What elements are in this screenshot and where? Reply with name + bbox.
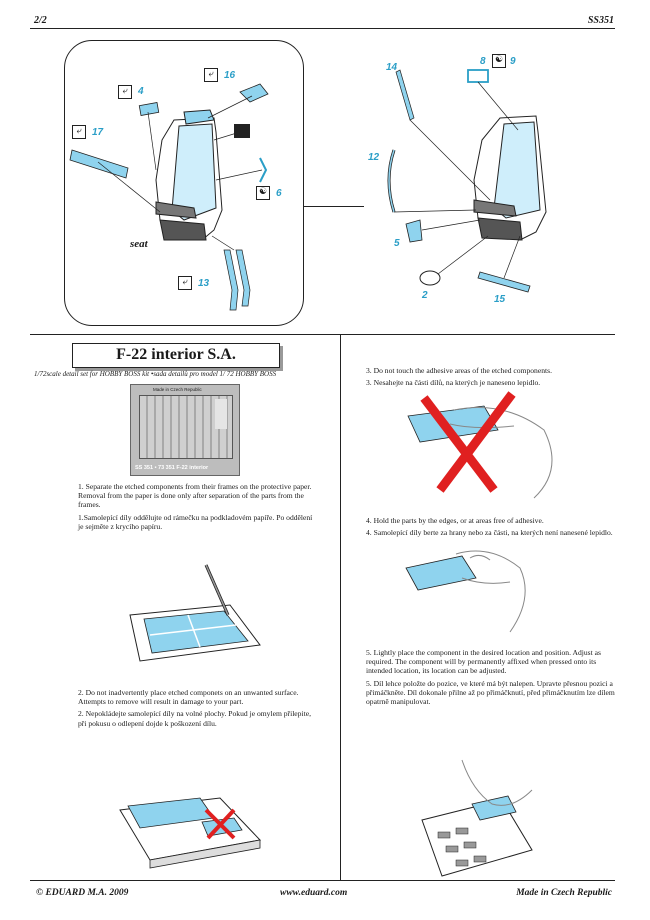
step-3-cz: 3. Nesahejte na části dílů, na kterých je naneseno lepidlo. bbox=[366, 378, 541, 388]
seat-label: seat bbox=[130, 238, 148, 250]
step-2-cz: 2. Nepokládejte samolepící díly na volné plochy. Pokud je omylem přilepite, při pokusu o odlepení dojde k poškození dílu. bbox=[78, 709, 311, 728]
part-number: 12 bbox=[368, 152, 380, 163]
connector-line bbox=[304, 206, 364, 207]
seat-diagram-right bbox=[370, 40, 620, 320]
step-5-en: 5. Lightly place the component in the desired location and position. Adjust as required. The component will by permanently affixed when pressed onto its intended location, its location can be adjusted. bbox=[366, 648, 601, 676]
set-code: SS351 bbox=[587, 15, 614, 26]
fret-top-text: Made in Czech Republic bbox=[153, 387, 202, 392]
part-number: 15 bbox=[494, 294, 506, 305]
step-2 bbox=[78, 688, 318, 731]
set-subtitle: 1/72scale detail set for HOBBY BOSS kit •sada detailů pro model 1/ 72 HOBBY BOSS bbox=[34, 370, 277, 378]
bend-icon: ⤶ bbox=[178, 276, 192, 290]
part-number: 6 bbox=[276, 188, 282, 199]
step-5-cz: 5. Díl lehce položte do pozice, ve které má být nalepen. Upravte přesnou pozici a přimáčkněte. Díl dokonale přilne až po přimáčknutí, před přimáčknutím lze dílem opatrně manipulovat. bbox=[366, 678, 615, 707]
bend-icon: ⤶ bbox=[118, 85, 132, 99]
etched-fret-image bbox=[130, 384, 240, 476]
step-5 bbox=[366, 648, 616, 709]
bend-icon: ⤶ bbox=[72, 125, 86, 139]
made-in: Made in Czech Republic bbox=[516, 888, 612, 898]
column-divider bbox=[340, 334, 341, 880]
footer-rule bbox=[30, 880, 615, 881]
no-touch-illustration bbox=[394, 390, 584, 500]
part-number: 2 bbox=[422, 290, 428, 301]
fret-bottom-text: SS 351 • 73 351 F-22 interior bbox=[135, 465, 209, 471]
part-number: 5 bbox=[394, 238, 400, 249]
bend-icon: ⤶ bbox=[204, 68, 218, 82]
yinyang-icon: ☯ bbox=[492, 54, 506, 68]
step-4-en: 4. Hold the parts by the edges, or at areas free of adhesive. bbox=[366, 516, 544, 525]
website: www.eduard.com bbox=[280, 888, 348, 898]
part-number: 8 bbox=[480, 56, 486, 67]
step-1 bbox=[78, 482, 318, 534]
step-4 bbox=[366, 516, 616, 540]
part-number: 9 bbox=[510, 56, 516, 67]
part-number: 13 bbox=[198, 278, 210, 289]
part-number: 17 bbox=[92, 127, 104, 138]
step-2-en: 2. Do not inadvertently place etched componets on an unwanted surface. Attempts to remove will result in damage to your part. bbox=[78, 688, 299, 707]
hold-edges-illustration bbox=[400, 548, 540, 638]
yinyang-icon: ☯ bbox=[256, 186, 270, 200]
part-number: 4 bbox=[138, 86, 144, 97]
cutting-illustration bbox=[110, 575, 270, 665]
step-1-cz: 1.Samolepící díly oddělujte od rámečku na podkladovém papíře. Po oddělení je sejměte z krycího papíru. bbox=[78, 512, 313, 531]
copyright: © EDUARD M.A. 2009 bbox=[36, 888, 129, 898]
part-number: 16 bbox=[224, 70, 236, 81]
step-1-en: 1. Separate the etched components from their frames on the protective paper. Removal from the paper is done only after separation of the parts from the frames. bbox=[78, 482, 312, 510]
step-3-en: 3. Do not touch the adhesive areas of the etched components. bbox=[366, 366, 552, 375]
set-title: F-22 interior S.A. bbox=[72, 343, 280, 368]
part-number: 14 bbox=[386, 62, 398, 73]
section-rule bbox=[30, 334, 615, 335]
place-component-illustration bbox=[412, 760, 552, 880]
step-4-cz: 4. Samolepící díly berte za hrany nebo za části, na kterých není nanesené lepidlo. bbox=[366, 528, 613, 538]
header-rule bbox=[30, 28, 615, 29]
wrong-placement-illustration bbox=[110, 780, 270, 880]
step-3 bbox=[366, 366, 616, 390]
page-number: 2/2 bbox=[34, 15, 47, 26]
